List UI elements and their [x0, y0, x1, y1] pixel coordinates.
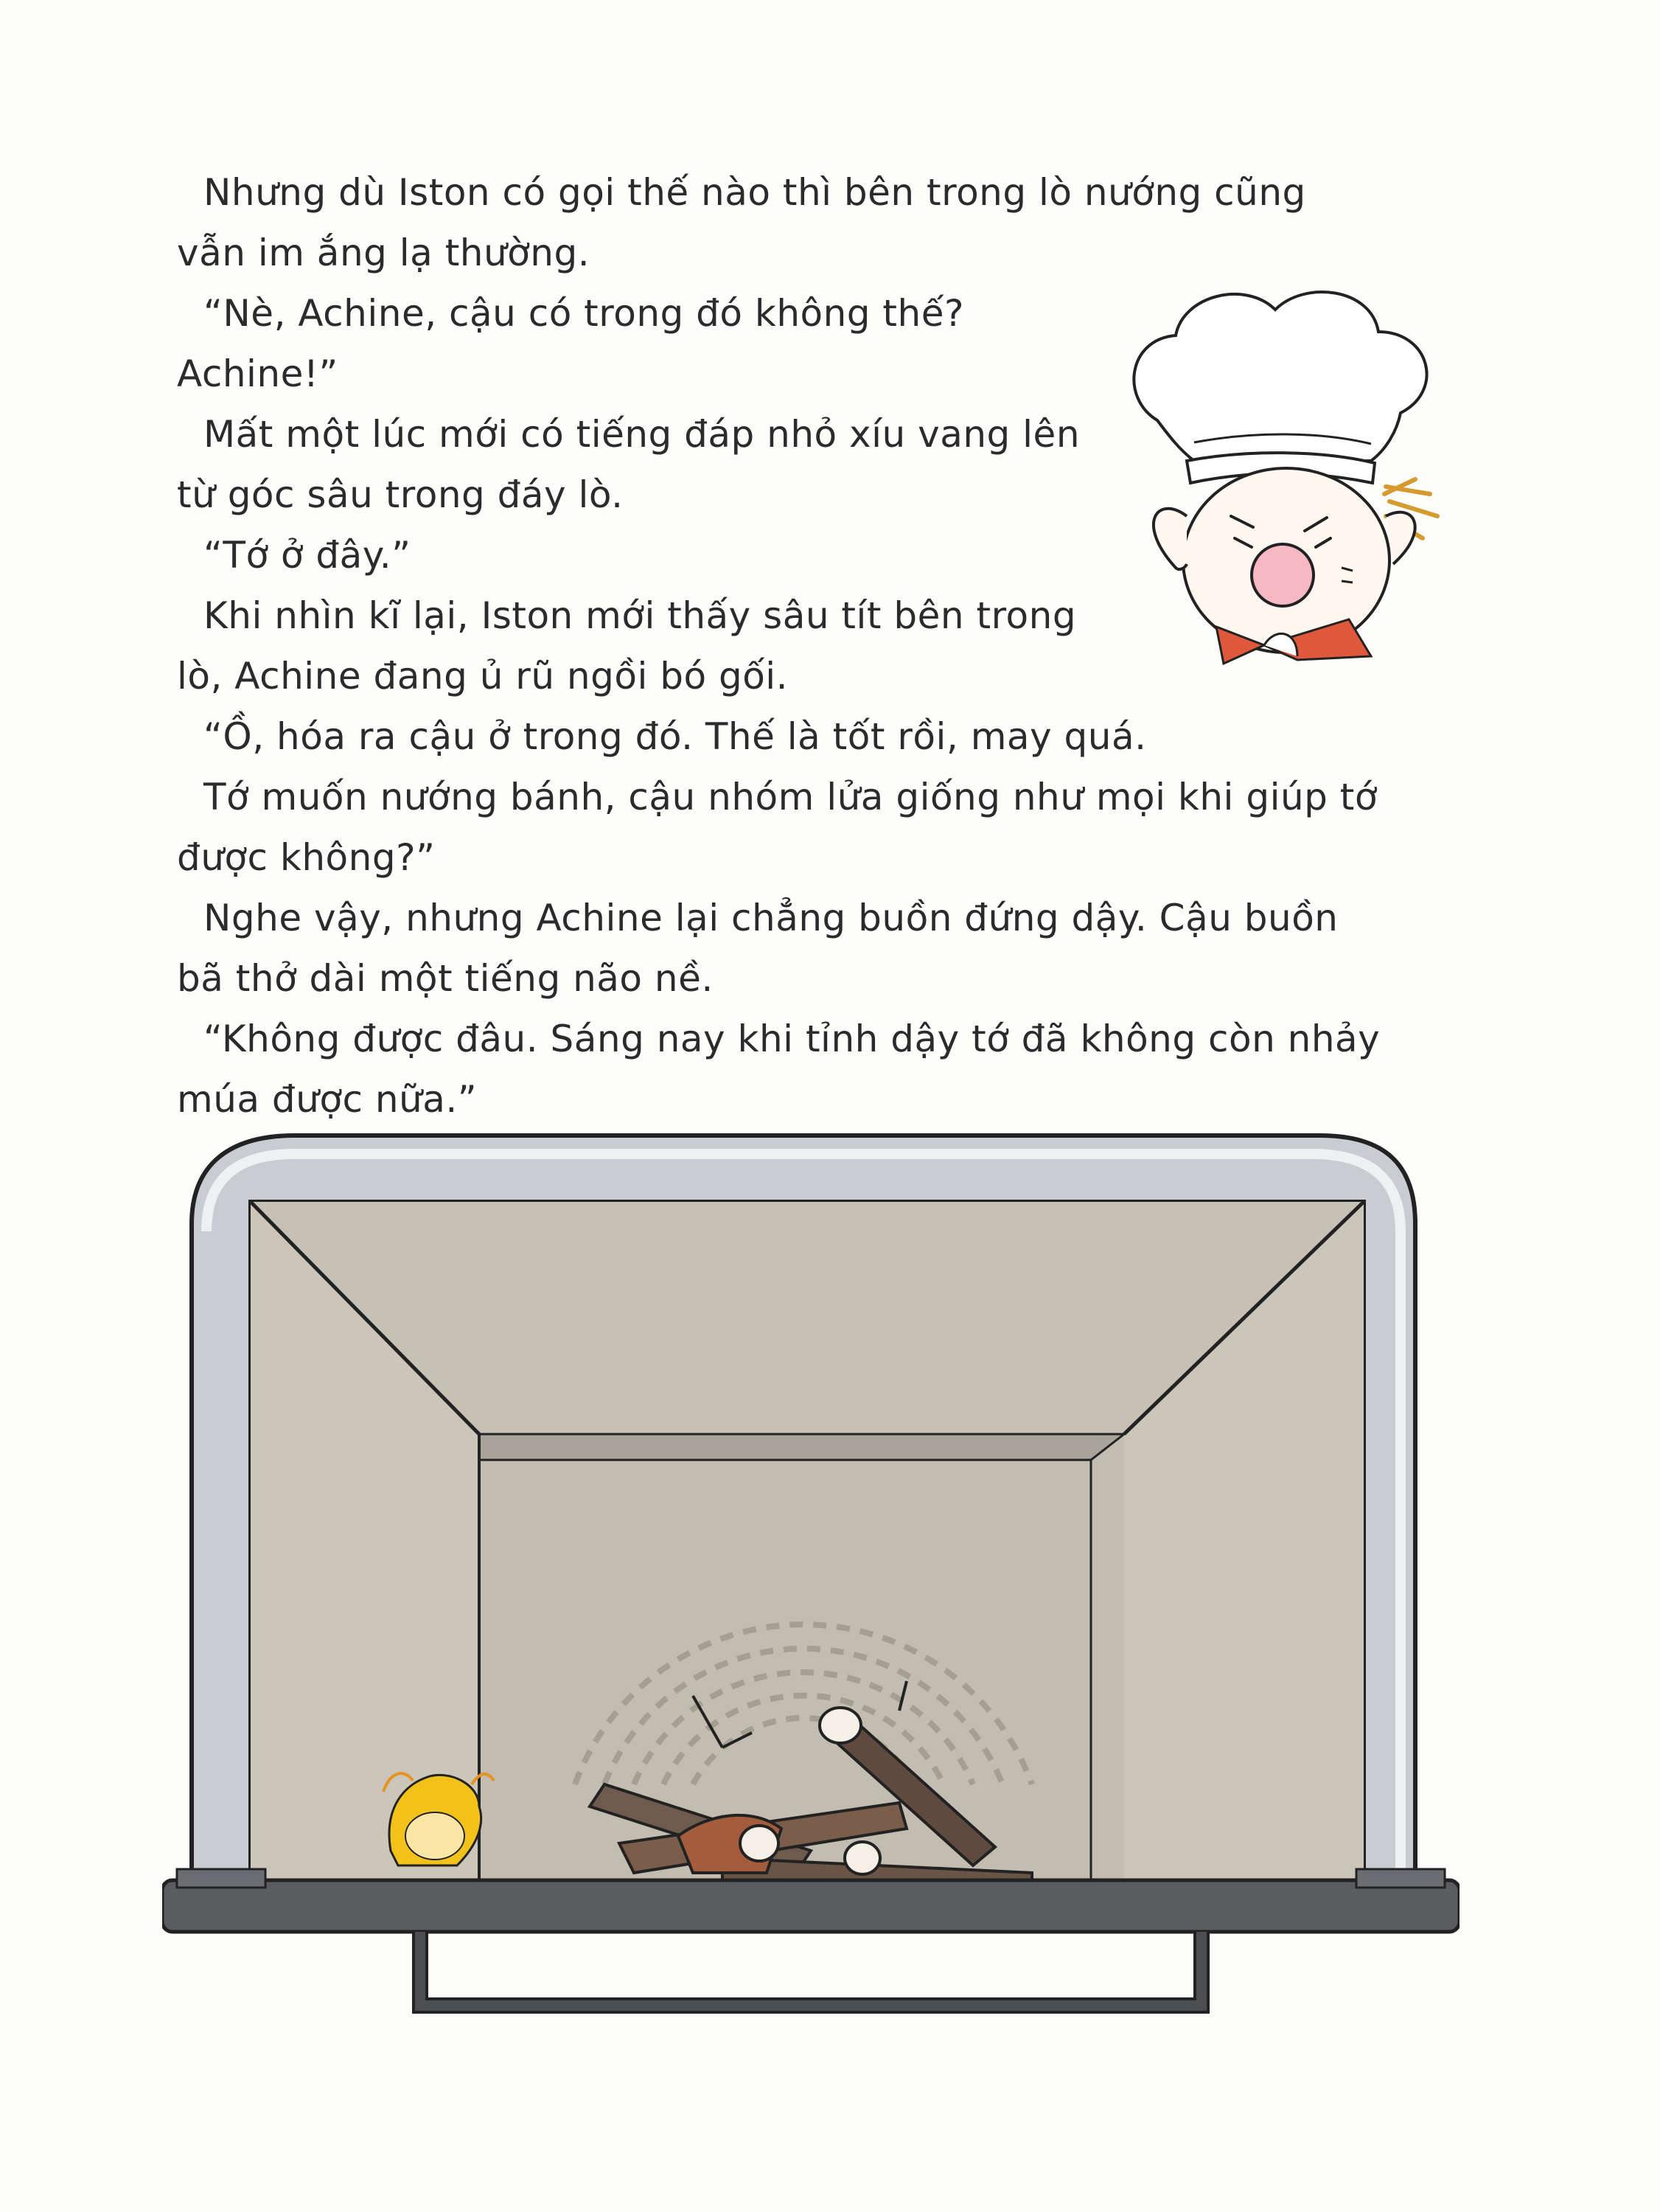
chef-boy-illustration — [1106, 273, 1460, 671]
paragraph-2: “Nè, Achine, cậu có trong đó không thế? Achine!” — [177, 292, 965, 395]
paragraph-6: “Ồ, hóa ra cậu ở trong đó. Thế là tốt rồi, may quá. — [203, 715, 1147, 758]
paragraph-1: Nhưng dù Iston có gọi thế nào thì bên trong lò nướng cũng vẫn im ắng lạ thường. — [177, 171, 1306, 274]
paragraph-3: Mất một lúc mới có tiếng đáp nhỏ xíu vang lên từ góc sâu trong đáy lò. — [177, 413, 1081, 516]
paragraph-9: “Không được đâu. Sáng nay khi tỉnh dậy tớ đã không còn nhảy múa được nữa.” — [177, 1018, 1381, 1121]
paragraph-4: “Tớ ở đây.” — [203, 534, 411, 577]
paragraph-8: Nghe vậy, nhưng Achine lại chẳng buồn đứng dậy. Cậu buồn bã thở dài một tiếng não nề. — [177, 897, 1339, 1000]
paragraph-5: Khi nhìn kĩ lại, Iston mới thấy sâu tít bên trong lò, Achine đang ủ rũ ngồi bó gối. — [177, 594, 1077, 698]
paragraph-7: Tớ muốn nướng bánh, cậu nhóm lửa giống như mọi khi giúp tớ được không?” — [177, 776, 1378, 879]
brick-oven-illustration — [162, 1121, 1460, 2035]
